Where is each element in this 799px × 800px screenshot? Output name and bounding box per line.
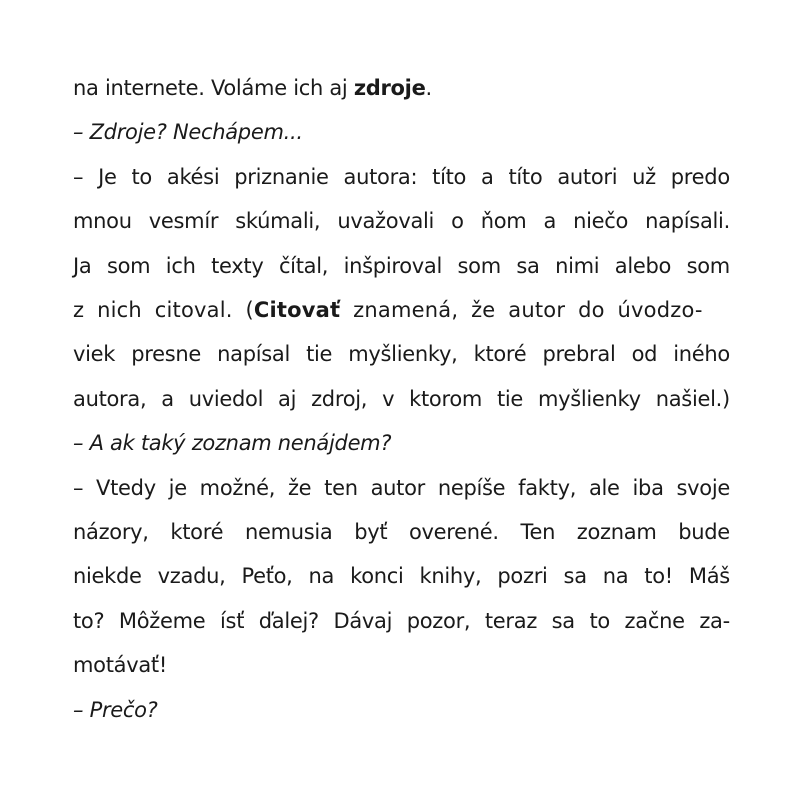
word: pozri [497, 564, 548, 589]
word: Vtedy [96, 475, 156, 500]
word: ich [165, 253, 196, 278]
word: Peťo, [241, 564, 293, 589]
line-13 [73, 599, 730, 643]
word: na [308, 564, 335, 589]
word: nemusia [244, 520, 333, 545]
word: pozor, [406, 608, 471, 633]
word: konci [350, 564, 404, 589]
dialogue-question-3: – Prečo? [73, 697, 158, 722]
word: Je [98, 164, 117, 189]
dialogue-question-2: – A ak taký zoznam nenájdem? [73, 431, 392, 456]
word: akési [166, 164, 220, 189]
word: sa [551, 608, 575, 633]
word: sa [563, 564, 587, 589]
word: aj [278, 386, 297, 411]
word: že [287, 475, 312, 500]
word: za- [699, 608, 730, 633]
word: a [481, 164, 494, 189]
word: iba [632, 475, 664, 500]
word: nimi [555, 253, 600, 278]
line-6-text-a: z nich citoval. ( [73, 298, 254, 323]
word: ktoré [170, 520, 224, 545]
word: to! [644, 564, 673, 589]
word: ísť [220, 608, 245, 633]
term-citovat: Citovať [253, 298, 341, 323]
line-7 [73, 332, 730, 376]
line-8 [73, 377, 730, 421]
word: som [106, 253, 151, 278]
word: a [161, 386, 174, 411]
word: autor [370, 475, 425, 500]
word: vesmír [148, 209, 219, 234]
line-5 [73, 244, 730, 288]
term-zdroje: zdroje [353, 76, 426, 100]
word: ktoré [473, 342, 527, 367]
word: už [632, 164, 656, 189]
word: myšlienky, [348, 342, 458, 367]
word: – [73, 475, 84, 500]
word: myšlienky [537, 386, 641, 411]
word: ňom [480, 209, 527, 234]
word: zoznam [576, 520, 657, 545]
line-12 [73, 554, 730, 598]
word: nepíše [437, 475, 506, 500]
line-4 [73, 199, 730, 243]
word: autora, [73, 386, 147, 411]
word: alebo [614, 253, 672, 278]
word: prebral [542, 342, 616, 367]
word: začne [624, 608, 685, 633]
word: niečo [573, 209, 629, 234]
word: o [451, 209, 464, 234]
word: overené. [408, 520, 499, 545]
word: bude [678, 520, 730, 545]
word: predo [670, 164, 730, 189]
word: – [73, 164, 84, 189]
word: texty [211, 253, 264, 278]
word: knihy, [419, 564, 482, 589]
word: to? [73, 608, 105, 633]
word: skúmali, [235, 209, 321, 234]
word: Môžeme [118, 608, 206, 633]
word: tie [496, 386, 524, 411]
word: presne [131, 342, 202, 367]
line-14: motávať! [73, 653, 167, 678]
word: možné, [199, 475, 276, 500]
line-1-text: na internete. Voláme ich aj [73, 76, 354, 100]
word: iného [673, 342, 730, 367]
word: mnou [73, 209, 132, 234]
word: títo [432, 164, 467, 189]
word: autora: [343, 164, 418, 189]
line-6 [73, 288, 730, 332]
word: niekde [73, 564, 142, 589]
word: Ten [520, 520, 556, 545]
word: Dávaj [333, 608, 393, 633]
word: v [382, 386, 395, 411]
word: vzadu, [157, 564, 226, 589]
word: inšpiroval [343, 253, 443, 278]
word: byť [354, 520, 388, 545]
dialogue-question-1: – Zdroje? Nechápem... [73, 120, 303, 145]
word: zdroj, [311, 386, 368, 411]
word: na [602, 564, 629, 589]
word: fakty, [518, 475, 577, 500]
word: ďalej? [258, 608, 319, 633]
line-1-period: . [425, 76, 432, 100]
word: uvažovali [337, 209, 435, 234]
word: svoje [676, 475, 730, 500]
line-10 [73, 466, 730, 510]
word: teraz [484, 608, 538, 633]
word: som [457, 253, 501, 278]
line-11 [73, 510, 730, 554]
document-page [73, 66, 730, 732]
word: viek [73, 342, 116, 367]
word: od [631, 342, 658, 367]
line-6-text-c: znamená, že autor do úvodzo- [340, 298, 703, 323]
word: autori [557, 164, 618, 189]
word: to [131, 164, 152, 189]
word: Máš [688, 564, 730, 589]
word: sa [516, 253, 540, 278]
word: názory, [73, 520, 149, 545]
word: to [589, 608, 610, 633]
word: uviedol [188, 386, 264, 411]
word: napísal [217, 342, 290, 367]
word: priznanie [234, 164, 329, 189]
word: a [543, 209, 557, 234]
word: títo [508, 164, 543, 189]
word: som [686, 253, 730, 278]
word: ale [588, 475, 620, 500]
word: ten [324, 475, 358, 500]
word: tie [306, 342, 333, 367]
word: čítal, [278, 253, 329, 278]
line-1 [73, 66, 730, 110]
word: ktorom [409, 386, 483, 411]
word: napísali. [645, 209, 730, 234]
word: Ja [73, 253, 92, 278]
line-3 [73, 155, 730, 199]
word: je [168, 475, 187, 500]
word: našiel.) [655, 386, 730, 411]
